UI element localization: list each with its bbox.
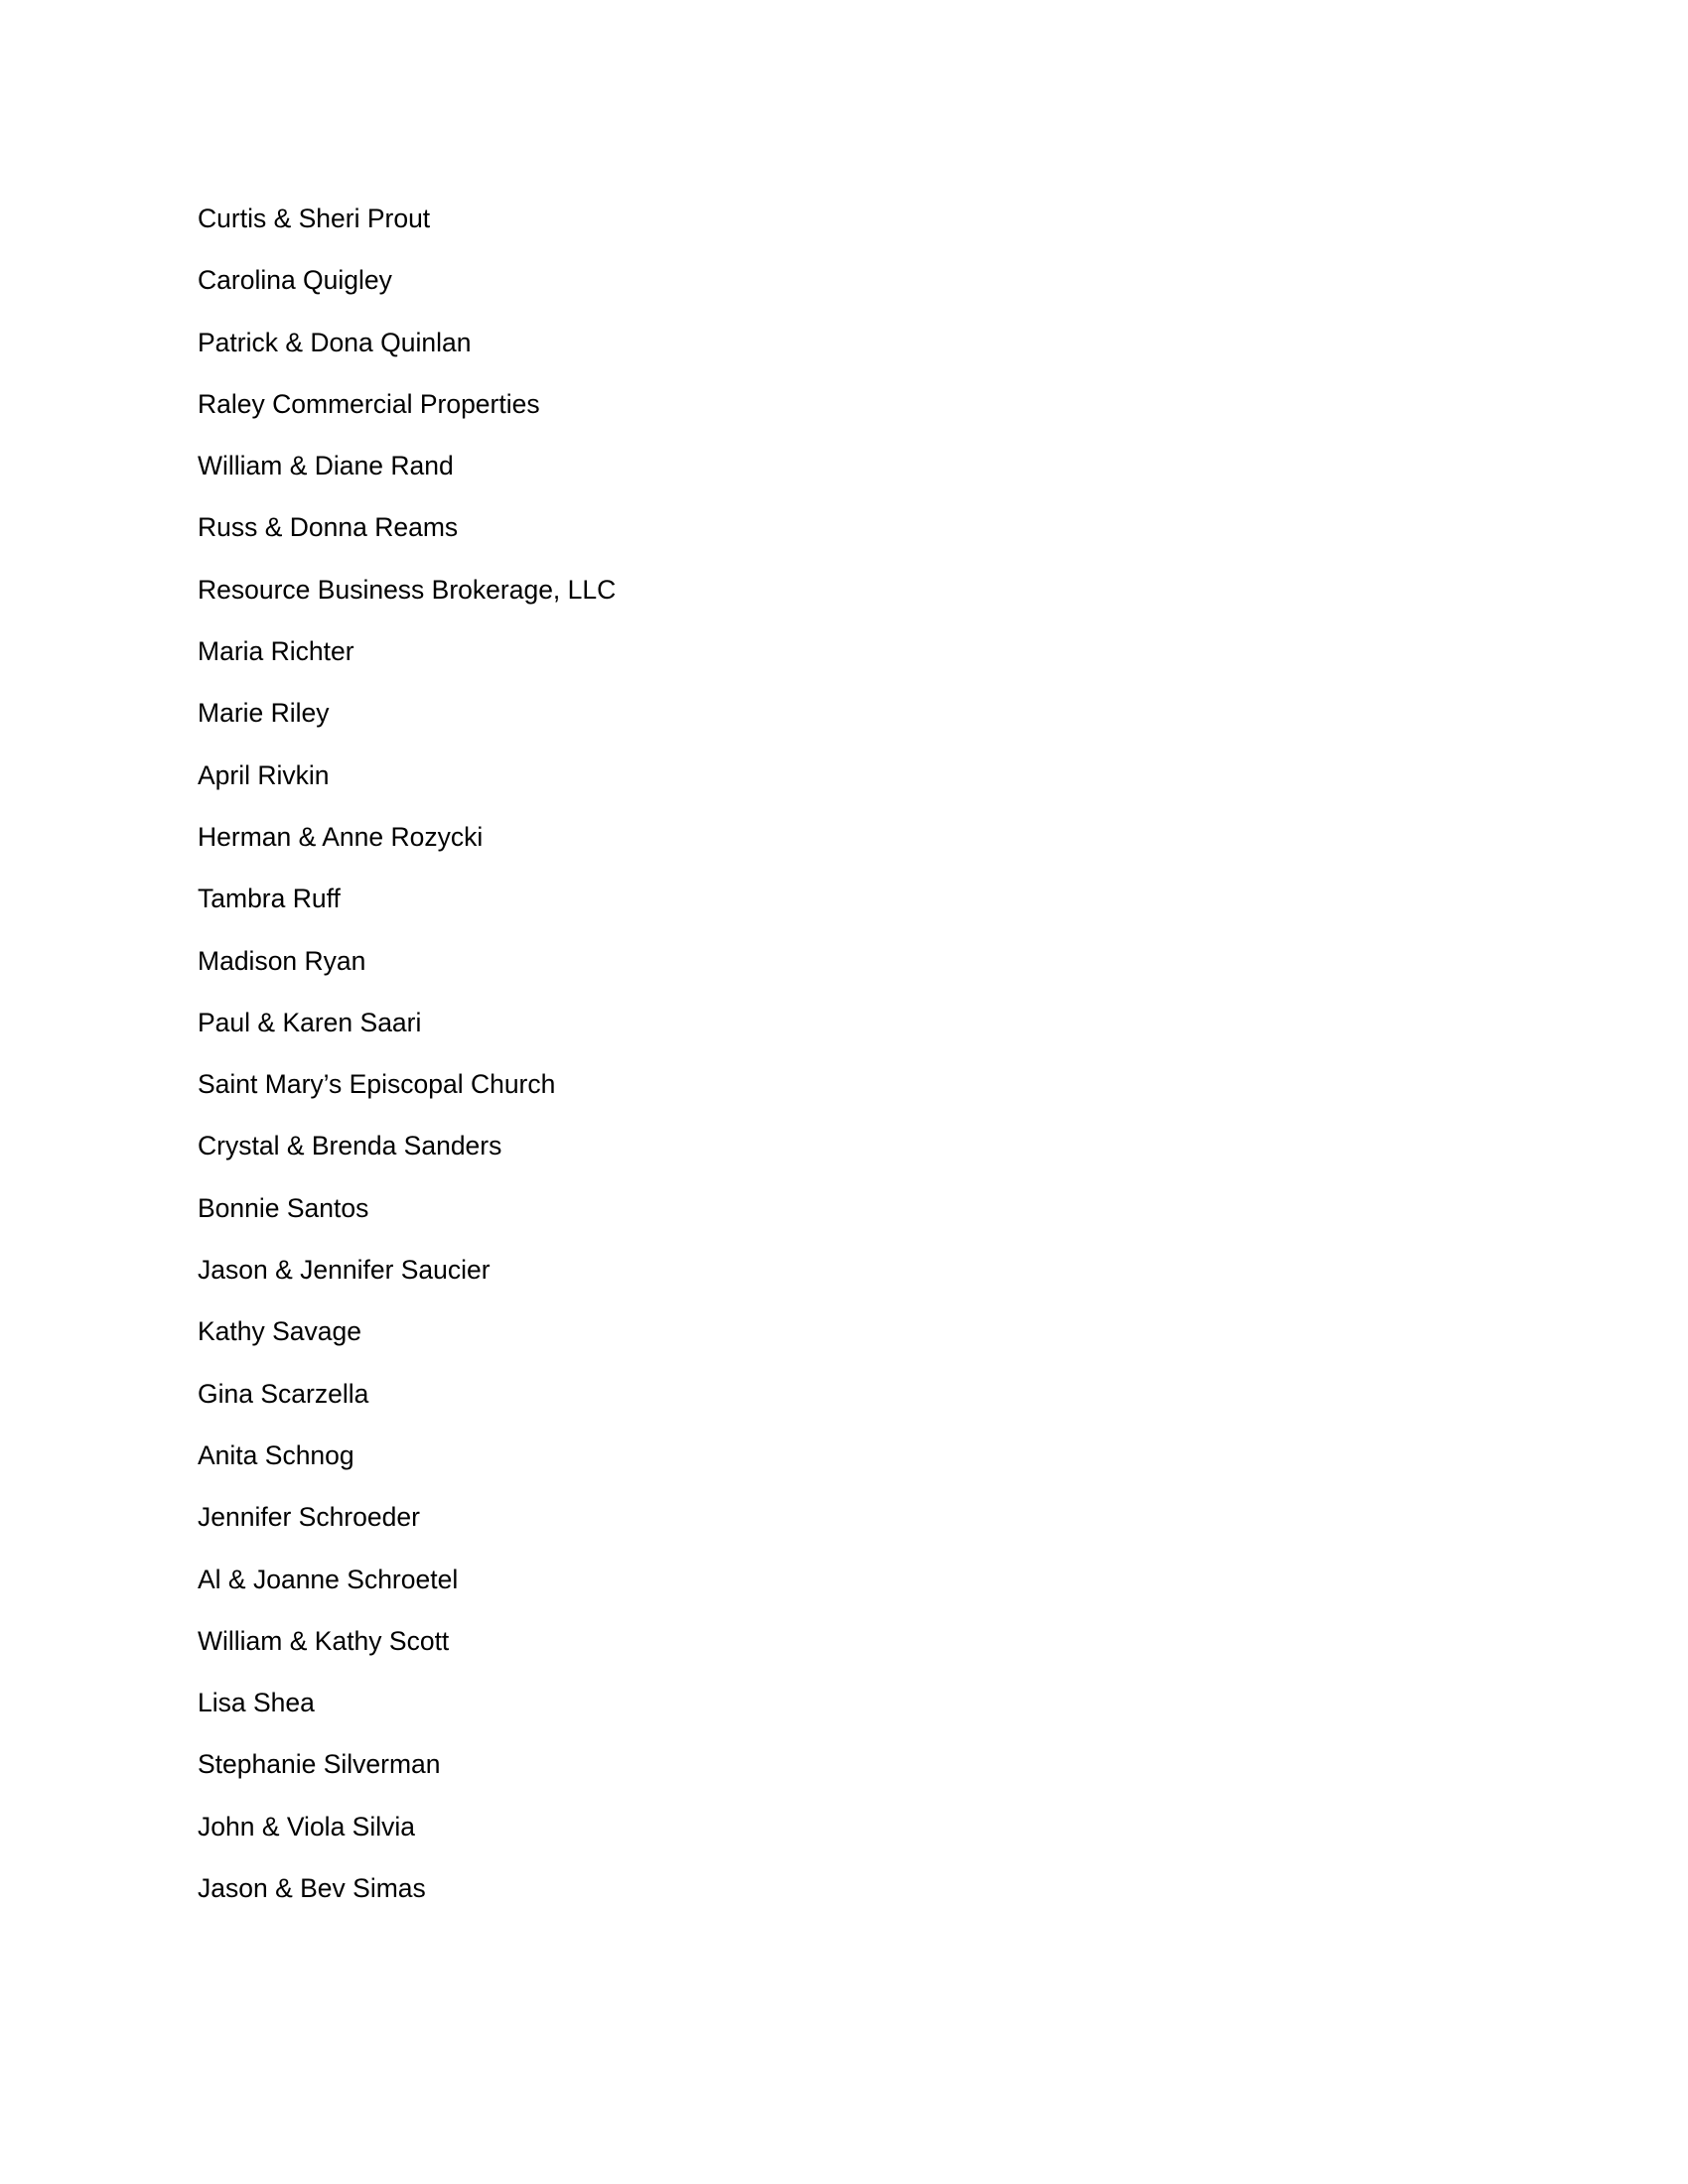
list-item: Saint Mary’s Episcopal Church xyxy=(198,1069,556,1100)
list-item: Jennifer Schroeder xyxy=(198,1502,420,1533)
list-item: Tambra Ruff xyxy=(198,884,341,914)
list-item: Jason & Jennifer Saucier xyxy=(198,1255,491,1286)
list-item: Stephanie Silverman xyxy=(198,1749,441,1780)
list-item: April Rivkin xyxy=(198,759,330,790)
list-item: Resource Business Brokerage, LLC xyxy=(198,574,617,605)
list-item: Madison Ryan xyxy=(198,945,366,976)
list-item: Herman & Anne Rozycki xyxy=(198,821,484,852)
list-item: Maria Richter xyxy=(198,636,354,667)
list-item: Gina Scarzella xyxy=(198,1378,369,1409)
list-item: Raley Commercial Properties xyxy=(198,388,540,419)
list-item: Jason & Bev Simas xyxy=(198,1873,426,1904)
list-item: Crystal & Brenda Sanders xyxy=(198,1131,502,1161)
list-item: Carolina Quigley xyxy=(198,265,392,296)
list-item: Anita Schnog xyxy=(198,1439,354,1470)
list-item: William & Diane Rand xyxy=(198,451,454,481)
list-item: John & Viola Silvia xyxy=(198,1811,416,1842)
name-list xyxy=(198,188,616,1919)
list-item: Russ & Donna Reams xyxy=(198,512,459,543)
list-item: Paul & Karen Saari xyxy=(198,1007,422,1037)
list-item: Curtis & Sheri Prout xyxy=(198,204,431,233)
list-item: Bonnie Santos xyxy=(198,1192,369,1223)
list-item: Kathy Savage xyxy=(198,1316,362,1347)
list-item: Lisa Shea xyxy=(198,1688,315,1718)
list-item: Al & Joanne Schroetel xyxy=(198,1564,459,1594)
list-item: William & Kathy Scott xyxy=(198,1625,450,1656)
list-item: Patrick & Dona Quinlan xyxy=(198,327,472,357)
list-item: Marie Riley xyxy=(198,698,330,729)
